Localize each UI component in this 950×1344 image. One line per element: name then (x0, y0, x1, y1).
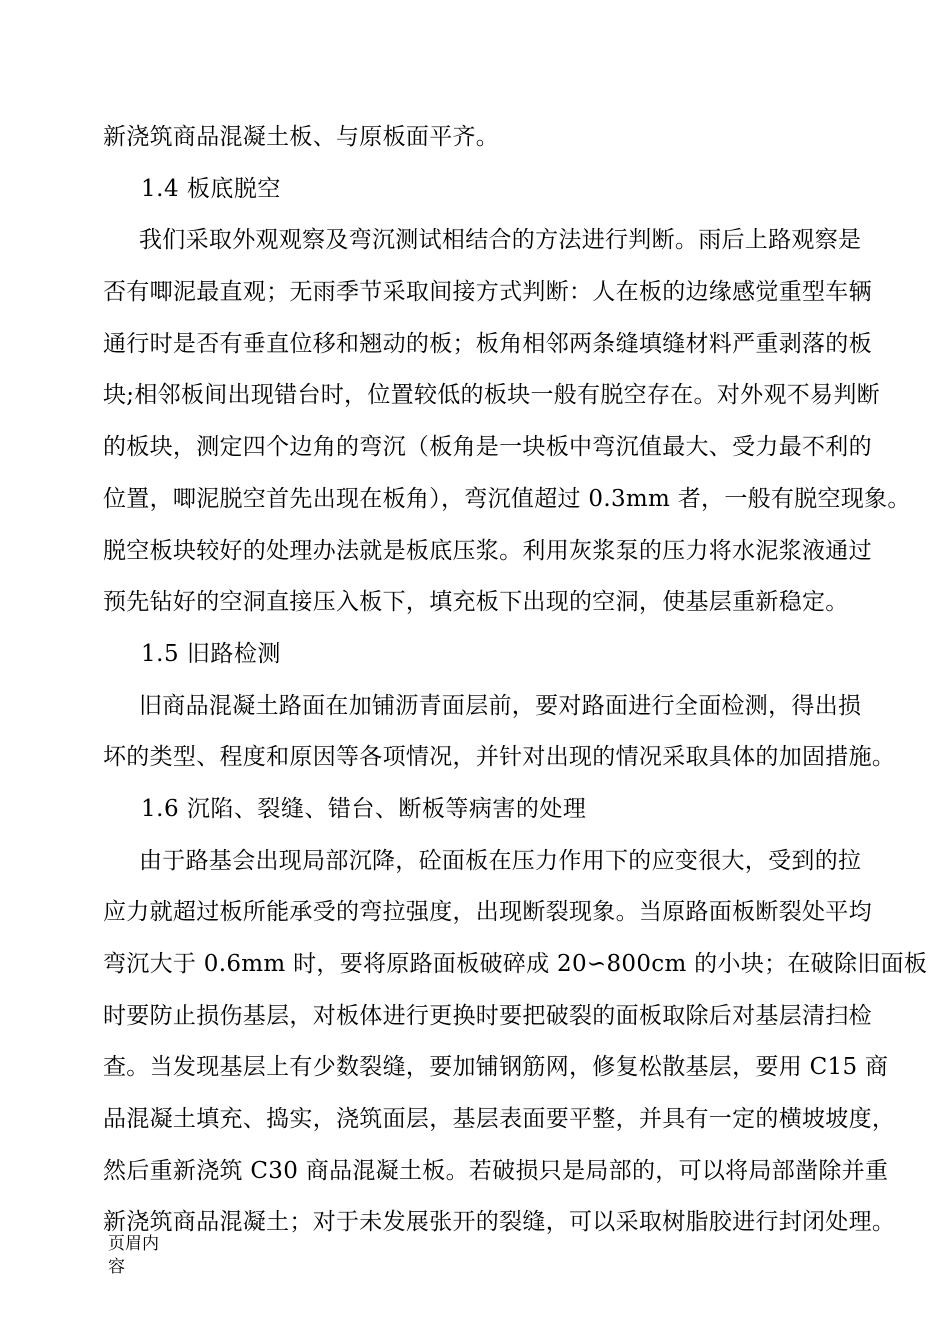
paragraph-line: 旧商品混凝土路面在加铺沥青面层前，要对路面进行全面检测，得出损 (139, 692, 862, 719)
paragraph-line: 块;相邻板间出现错台时，位置较低的板块一般有脱空存在。对外观不易判断 (103, 382, 880, 409)
paragraph-line: 通行时是否有垂直位移和翘动的板；板角相邻两条缝填缝材料严重剥落的板 (103, 330, 872, 357)
paragraph-line: 我们采取外观观察及弯沉测试相结合的方法进行判断。雨后上路观察是 (139, 227, 862, 254)
page-footer (108, 1233, 188, 1279)
paragraph-line: 的板块，测定四个边角的弯沉（板角是一块板中弯沉值最大、受力最不利的 (103, 434, 872, 461)
document-body (103, 112, 928, 1249)
footer-text-line: 容 (108, 1257, 125, 1277)
paragraph-line: 新浇筑商品混凝土；对于未发展张开的裂缝，可以采取树脂胶进行封闭处理。 (103, 1209, 896, 1236)
paragraph-continuation-line: 新浇筑商品混凝土板、与原板面平齐。 (103, 124, 500, 150)
paragraph-line: 应力就超过板所能承受的弯拉强度，出现断裂现象。当原路面板断裂处平均 (103, 899, 872, 926)
paragraph-line: 脱空板块较好的处理办法就是板底压浆。利用灰浆泵的压力将水泥浆液通过 (103, 537, 872, 564)
paragraph-line: 然后重新浇筑 C30 商品混凝土板。若破损只是局部的，可以将局部凿除并重 (103, 1157, 889, 1184)
paragraph-line: 位置，唧泥脱空首先出现在板角），弯沉值超过 0.3mm 者，一般有脱空现象。 (103, 485, 911, 512)
paragraph-line: 品混凝土填充、捣实，浇筑面层，基层表面要平整，并具有一定的横坡坡度， (103, 1106, 896, 1133)
section-heading-1-5: 1.5 旧路检测 (141, 640, 281, 667)
section-heading-1-4: 1.4 板底脱空 (141, 175, 281, 202)
paragraph-line: 时要防止损伤基层，对板体进行更换时要把破裂的面板取除后对基层清扫检 (103, 1002, 872, 1029)
footer-text-line: 页眉内 (108, 1234, 159, 1254)
paragraph-line: 预先钻好的空洞直接压入板下，填充板下出现的空洞，使基层重新稳定。 (103, 589, 849, 616)
paragraph-line: 坏的类型、程度和原因等各项情况，并针对出现的情况采取具体的加固措施。 (103, 744, 896, 771)
paragraph-line: 查。当发现基层上有少数裂缝，要加铺钢筋网，修复松散基层，要用 C15 商 (103, 1054, 889, 1081)
paragraph-line: 否有唧泥最直观；无雨季节采取间接方式判断：人在板的边缘感觉重型车辆 (103, 279, 872, 306)
paragraph-line: 由于路基会出现局部沉降，砼面板在压力作用下的应变很大，受到的拉 (139, 847, 862, 874)
section-heading-1-6: 1.6 沉陷、裂缝、错台、断板等病害的处理 (141, 795, 587, 822)
paragraph-line: 弯沉大于 0.6mm 时，要将原路面板破碎成 20∽800cm 的小块；在破除旧面板 (103, 951, 928, 977)
